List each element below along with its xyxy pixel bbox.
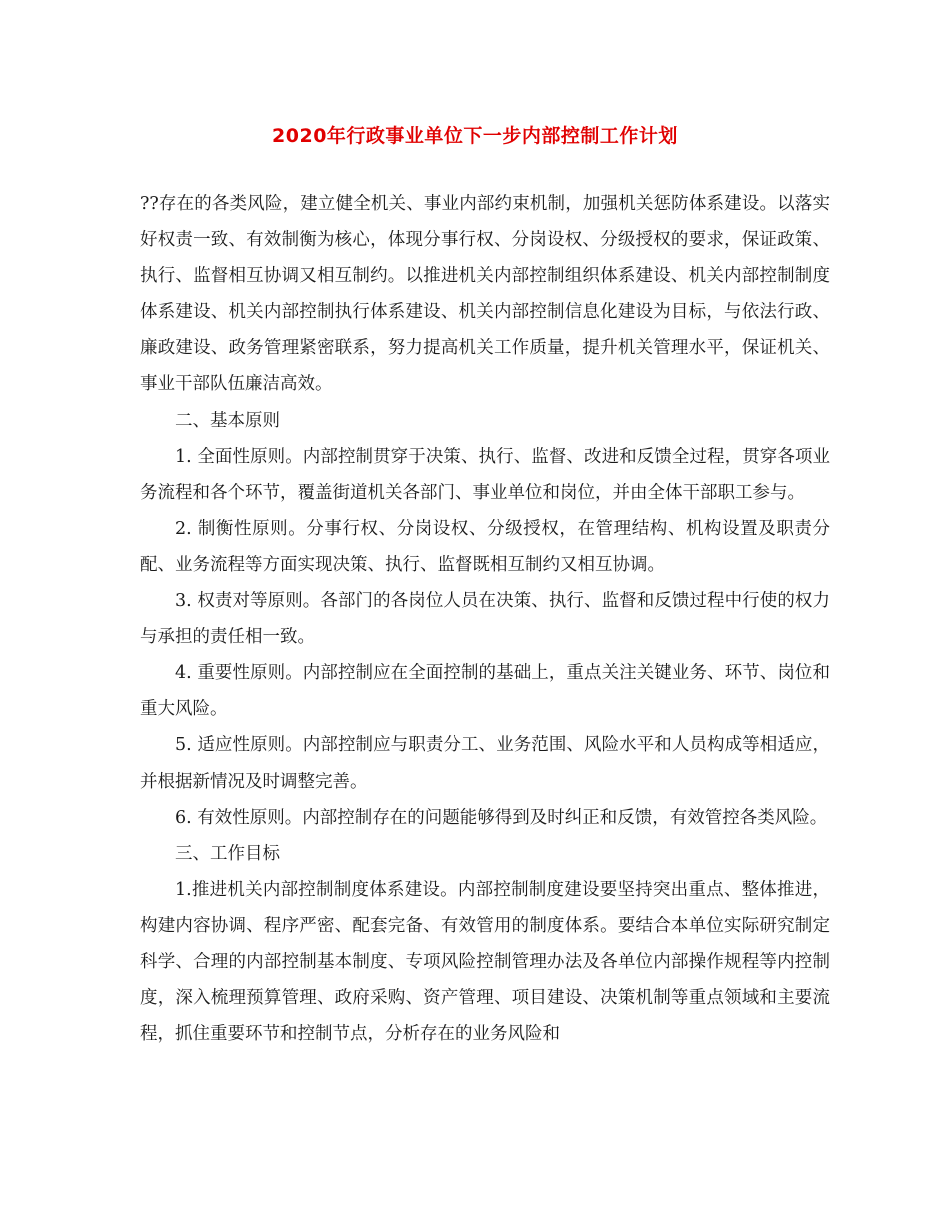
document-body [140,186,830,1052]
paragraph-principle-1: 1. 全面性原则。内部控制贯穿于决策、执行、监督、改进和反馈全过程，贯穿各项业务流程和各个环节，覆盖街道机关各部门、事业单位和岗位，并由全体干部职工参与。 [140,446,830,503]
section-heading-work-goals: 三、工作目标 [175,843,280,864]
paragraph-principle-3: 3. 权责对等原则。各部门的各岗位人员在决策、执行、监督和反馈过程中行使的权力与承担的责任相一致。 [140,591,830,648]
paragraph-principle-4: 4. 重要性原则。内部控制应在全面控制的基础上，重点关注关键业务、环节、岗位和重大风险。 [140,663,830,720]
section-heading-basic-principles: 二、基本原则 [175,410,280,431]
paragraph-principle-6: 6. 有效性原则。内部控制存在的问题能够得到及时纠正和反馈，有效管控各类风险。 [175,807,828,828]
document-title: 2020年行政事业单位下一步内部控制工作计划 [272,125,678,147]
paragraph-goal-1: 1.推进机关内部控制制度体系建设。内部控制制度建设要坚持突出重点、整体推进，构建内容协调、程序严密、配套完备、有效管用的制度体系。要结合本单位实际研究制定科学、合理的内部控制基本制度、专项风险控制管理办法及各单位内部操作规程等内控制度，深入梳理预算管理、政府采购、资产管理、项目建设、决策机制等重点领域和主要流程，抓住重要环节和控制节点，分析存在的业务风险和 [140,879,830,1045]
paragraph-principle-2: 2. 制衡性原则。分事行权、分岗设权、分级授权，在管理结构、机构设置及职责分配、业务流程等方面实现决策、执行、监督既相互制约又相互协调。 [140,518,830,575]
paragraph-principle-5: 5. 适应性原则。内部控制应与职责分工、业务范围、风险水平和人员构成等相适应，并根据新情况及时调整完善。 [140,735,830,792]
paragraph-intro: ??存在的各类风险，建立健全机关、事业内部约束机制，加强机关惩防体系建设。以落实好权责一致、有效制衡为核心，体现分事行权、分岗设权、分级授权的要求，保证政策、执行、监督相互协调又相互制约。以推进机关内部控制组织体系建设、机关内部控制制度体系建设、机关内部控制执行体系建设、机关内部控制信息化建设为目标，与依法行政、廉政建设、政务管理紧密联系，努力提高机关工作质量，提升机关管理水平，保证机关、事业干部队伍廉洁高效。 [140,194,830,395]
